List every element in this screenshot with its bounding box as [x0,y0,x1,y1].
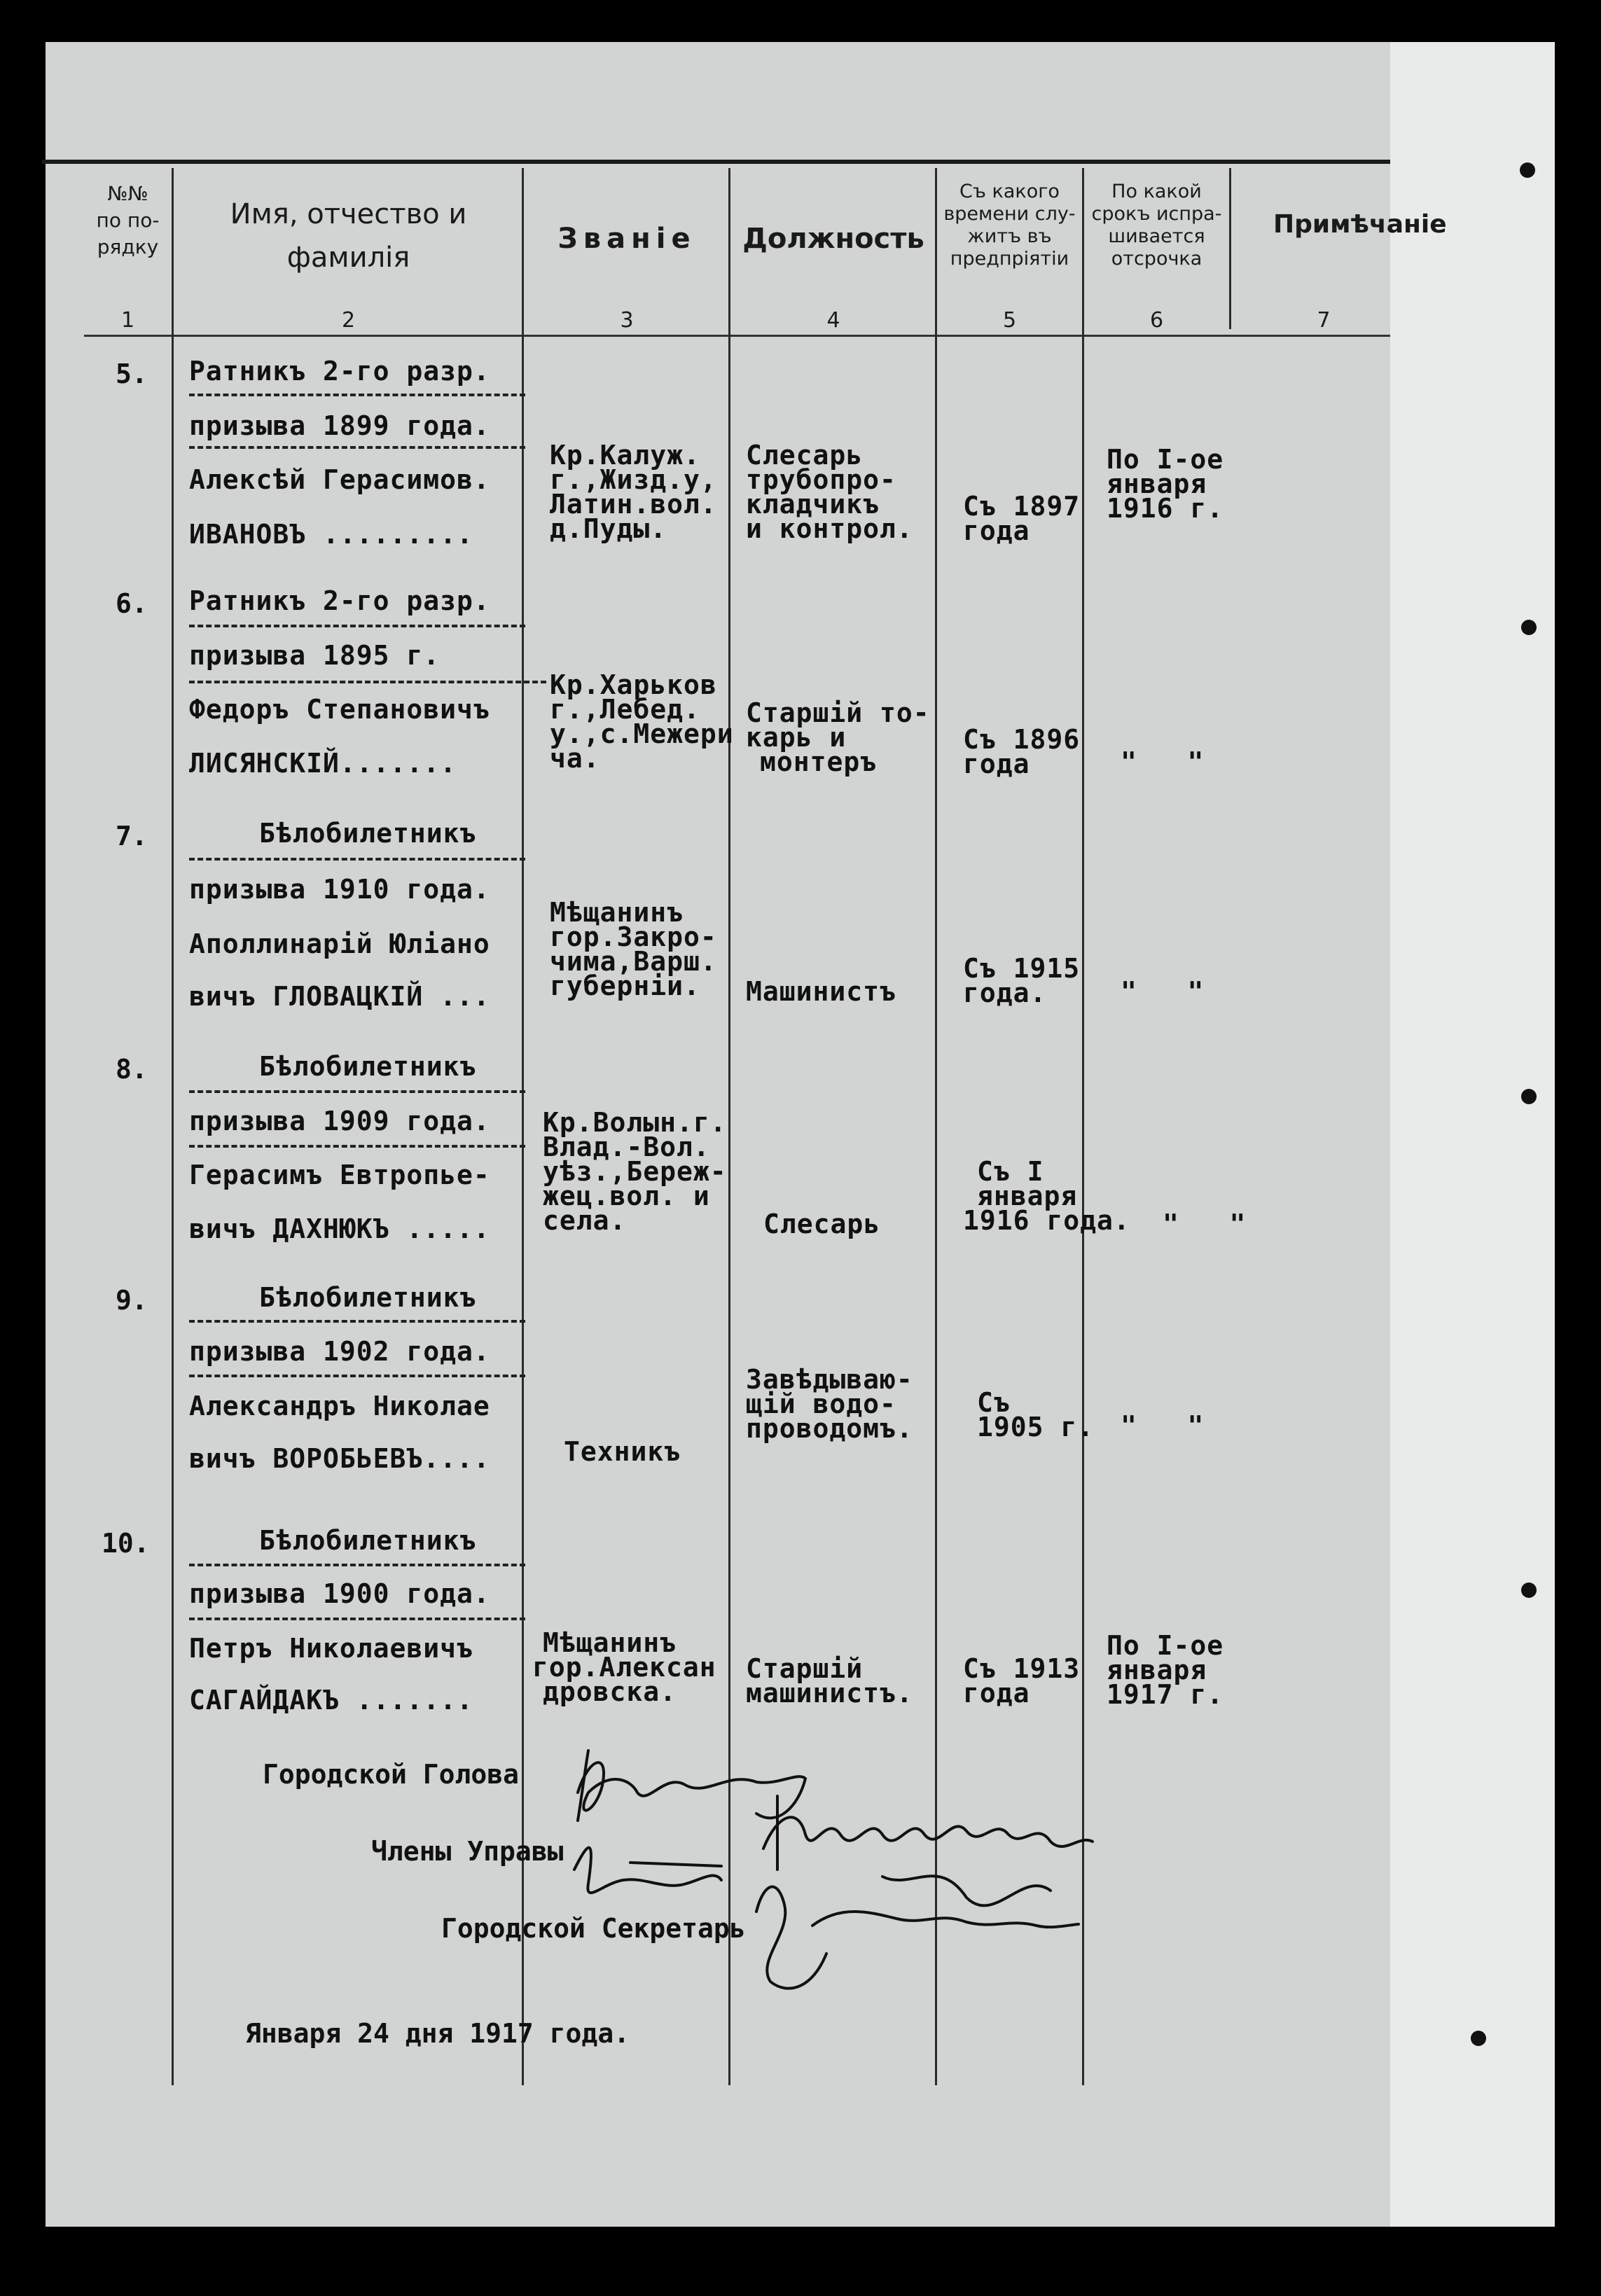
name-line: вичъ ГЛОВАЦКІЙ ... [189,981,490,1012]
name-line: Алексѣй Герасимов. [189,464,490,495]
post-line: Машинистъ [746,976,896,1007]
since-line: 1905 г. [977,1412,1095,1442]
header-col-number: №№ по по- рядку [96,182,160,258]
row-number: 9. [116,1285,148,1316]
rank-line: у.,с.Межери [550,718,734,749]
post-line: трубопро- [746,464,896,495]
term-line: " " [1121,1410,1205,1441]
since-line: Съ [977,1387,1011,1418]
header-col-post: Должность [742,223,924,255]
term-line: 1917 г. [1107,1679,1224,1710]
term-line: 1916 г. [1107,493,1224,524]
name-line: Бѣлобилетникъ [259,1525,477,1556]
row-number: 6. [116,588,148,619]
dash-separator [189,446,525,449]
post-line: Слесарь [763,1209,881,1239]
header-col-term: По какой срокъ испра- шивается отсрочка [1091,181,1222,270]
name-line: вичъ ДАХНЮКЪ ..... [189,1213,490,1244]
column-number-1: 1 [120,308,135,333]
post-line: кладчикъ [746,489,880,520]
dash-separator [189,1320,525,1323]
term-line: " " [1163,1209,1247,1239]
name-line: призыва 1909 года. [189,1106,490,1136]
post-line: Завѣдываю- [746,1364,913,1395]
header-col-notes: Примѣчаніе [1273,210,1447,239]
name-line: Ратникъ 2-го разр. [189,585,490,616]
name-line: призыва 1899 года. [189,410,490,441]
column-divider [1229,168,1231,329]
rank-line: гор.Закро- [550,921,717,952]
rank-line: жец.вол. и [543,1181,710,1211]
rank-line: Кр.Волын.г. [543,1107,727,1138]
rank-line: Кр.Харьков [550,669,717,700]
post-line: машинистъ. [746,1678,913,1709]
name-line: Петръ Николаевичъ [189,1633,473,1664]
post-line: Слесарь [746,440,864,471]
post-line: монтеръ [760,746,878,777]
post-line: и контрол. [746,513,913,544]
name-line: Бѣлобилетникъ [259,1282,477,1313]
dash-separator [189,858,525,861]
dash-separator [189,625,525,627]
name-line: призыва 1895 г. [189,640,441,671]
rank-line: г.,Лебед. [550,694,700,725]
rank-line: села. [543,1205,627,1236]
rank-line: д.Пуды. [550,513,667,544]
post-line: проводомъ. [746,1413,913,1444]
handwritten-signatures [546,1730,1247,2024]
since-line: Съ 1915 [963,953,1081,984]
post-line: Старшій то- [746,697,930,728]
column-number-2: 2 [341,308,356,333]
header-col-name: Имя, отчество и фамилія [230,198,467,274]
column-number-4: 4 [826,308,840,333]
dash-separator [189,394,525,396]
name-line: призыва 1902 года. [189,1336,490,1367]
punch-hole [1471,2031,1486,2046]
punch-hole [1521,1582,1537,1598]
row-number: 8. [116,1054,148,1085]
column-divider [172,168,174,2085]
post-line: щій водо- [746,1389,896,1419]
name-line: ЛИСЯНСКІЙ....... [189,748,457,779]
rank-line: ча. [550,743,600,774]
rank-line: Кр.Калуж. [550,440,700,471]
since-line: Съ I [977,1156,1044,1187]
dash-separator [189,1375,525,1377]
since-line: Съ 1897 [963,491,1081,522]
name-line: Федоръ Степановичъ [189,694,490,725]
column-number-5: 5 [1002,308,1017,333]
rank-line: уѣз.,Береж- [543,1156,727,1187]
since-line: года. [963,977,1047,1008]
column-number-3: 3 [620,308,634,333]
term-line: января [1107,1655,1207,1685]
column-number-7: 7 [1317,308,1331,333]
rank-line: г.,Жизд.у, [550,464,717,495]
row-number: 10. [102,1528,150,1559]
dash-separator [189,1090,525,1093]
header-bottom-rule [84,335,1390,337]
since-line: 1916 года. [963,1205,1130,1236]
row-number: 5. [116,359,148,389]
punch-hole [1521,620,1537,635]
post-line: Старшій [746,1653,864,1684]
term-line: По I-ое [1107,1630,1224,1661]
name-line: Герасимъ Евтропье- [189,1160,490,1190]
term-line: По I-ое [1107,444,1224,475]
rank-line: Влад.-Вол. [543,1132,710,1162]
since-line: Съ 1896 [963,724,1081,755]
post-line: карь и [746,722,847,753]
mayor-label: Городской Голова [263,1759,520,1790]
since-line: года [963,749,1030,779]
term-line: " " [1121,976,1205,1007]
dash-separator [189,1145,525,1148]
rank-line: Мѣщанинъ [543,1627,677,1658]
name-line: Бѣлобилетникъ [259,1051,477,1082]
secretary-label: Городской Секретарь [441,1913,746,1944]
rank-line: Латин.вол. [550,489,717,520]
document-date: Января 24 дня 1917 года. [245,2018,630,2049]
punch-hole [1520,162,1535,178]
name-line: Ратникъ 2-го разр. [189,356,490,387]
page-margin-strip [1390,42,1555,2227]
rank-line: Мѣщанинъ [550,897,684,928]
term-line: января [1107,468,1207,499]
name-line: САГАЙДАКЪ ....... [189,1685,473,1716]
rank-line: гор.Алексан [532,1652,716,1683]
board-members-label: Члены Управы [371,1836,564,1867]
since-line: Съ 1913 [963,1653,1081,1684]
rank-line: Техникъ [564,1436,681,1467]
table-top-rule [42,160,1390,164]
name-line: призыва 1910 года. [189,874,490,905]
name-line: Александръ Николае [189,1391,490,1421]
name-line: ИВАНОВЪ ......... [189,519,473,550]
since-line: года [963,1678,1030,1709]
rank-line: дровска. [543,1676,677,1707]
column-number-6: 6 [1149,308,1164,333]
punch-hole [1521,1089,1537,1104]
dash-separator [189,1617,525,1620]
name-line: Бѣлобилетникъ [259,818,477,849]
name-line: вичъ ВОРОБЬЕВЪ.... [189,1443,490,1474]
header-col-since: Съ какого времени слу- житъ въ предпріятіи [943,181,1076,270]
dash-separator [189,681,546,683]
since-line: января [977,1181,1078,1211]
name-line: Аполлинарій Юліано [189,928,490,959]
column-divider [522,168,524,2085]
term-line: " " [1121,746,1205,777]
rank-line: чима,Варш. [550,946,717,977]
header-col-rank: Званіе [557,223,696,255]
name-line: призыва 1900 года. [189,1578,490,1609]
dash-separator [189,1564,525,1566]
rank-line: губерніи. [550,970,700,1001]
row-number: 7. [116,821,148,851]
since-line: года [963,515,1030,546]
